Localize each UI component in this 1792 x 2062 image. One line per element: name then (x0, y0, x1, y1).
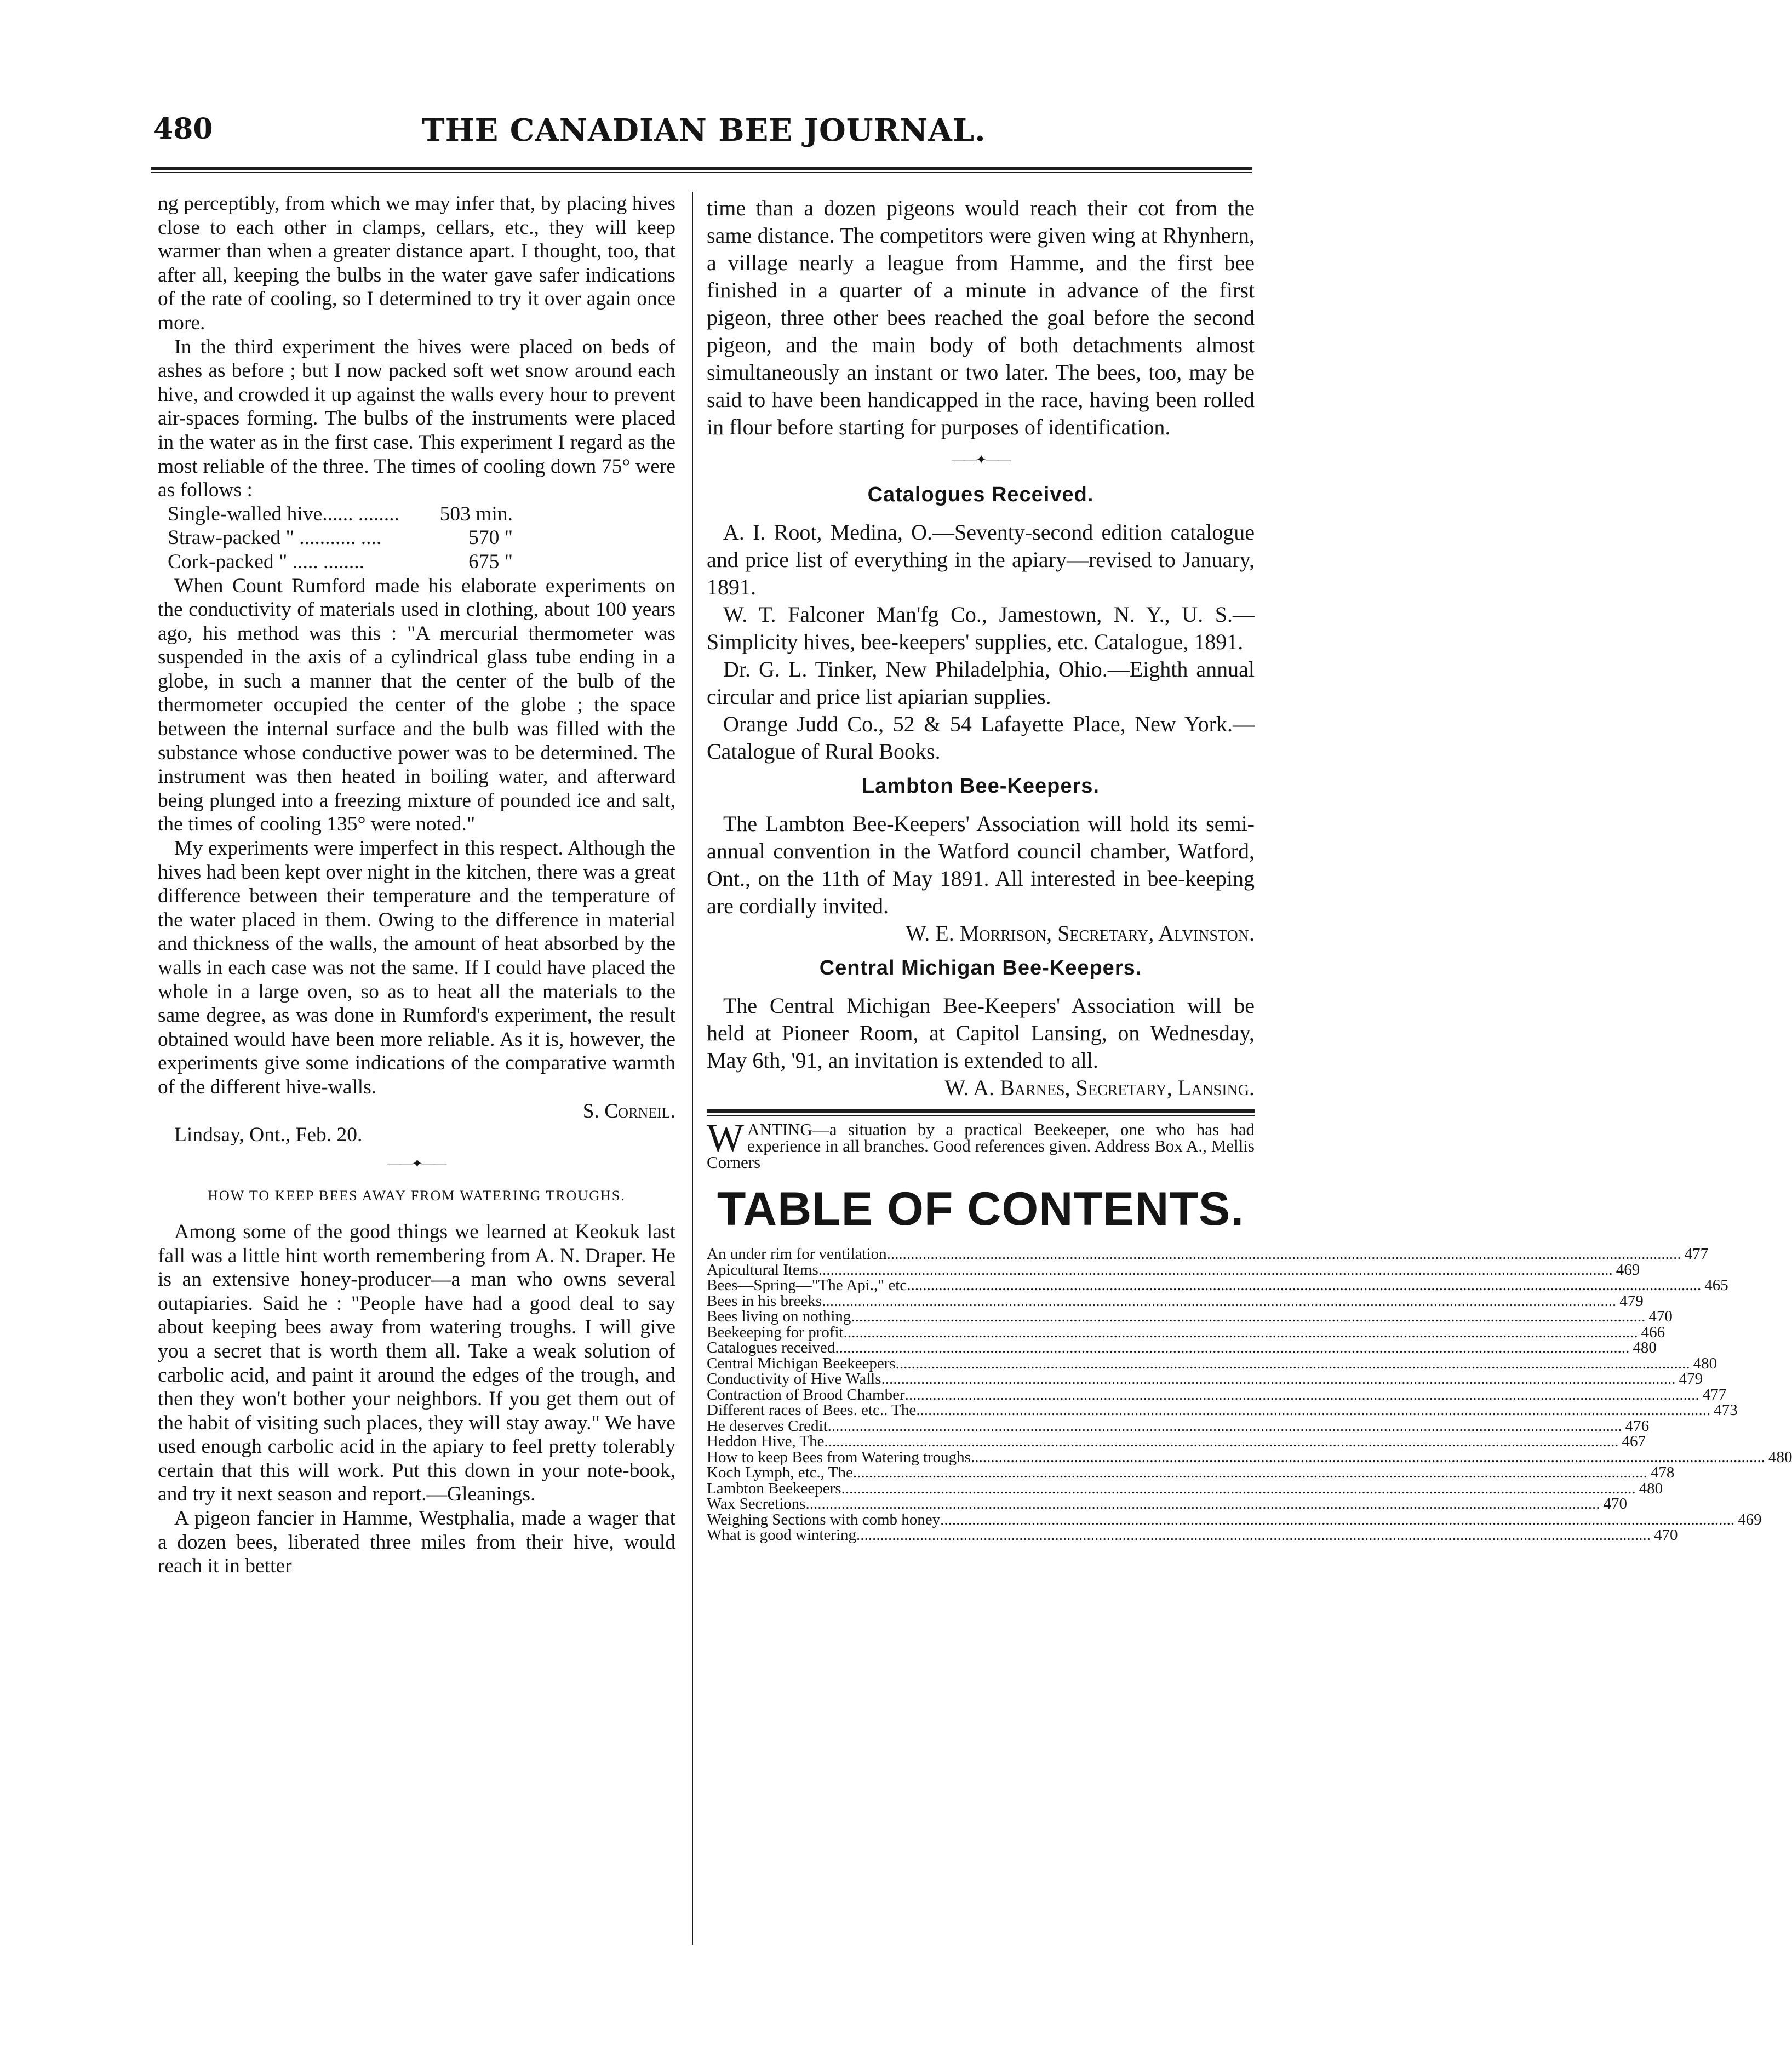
contents-entry (707, 1323, 1665, 1341)
contents-entry (707, 1510, 1762, 1528)
central-michigan-heading: Central Michigan Bee-Keepers. (819, 956, 1142, 980)
contents-page-number: 465 (1704, 1276, 1728, 1294)
section-ornament: ——✦—— (951, 453, 1010, 467)
contents-leader-dots: ........................................................................................................................................................................................................ (940, 1510, 1735, 1528)
paragraph: Among some of the good things we learned at Keokuk last fall was a little hint worth remembering from A. N. Draper. He is an extensive honey-producer—a man who owns several outapiaries. Said he : "People have had a good deal to say about keeping bees away from watering troughs. I will give you a secret that is worth them all. Take a weak solution of carbolic acid, and paint it around the edges of the trough, and then they won't bother your neighbors. If you get them out of the habit of visiting such places, they will stay away." We have used enough carbolic acid in the apiary to feel pretty tolerably certain that this will work. Put this down in your note-book, and try it next season and report.—Gleanings. (158, 1220, 675, 1506)
contents-leader-dots: ........................................................................................................................................................................................................ (907, 1276, 1702, 1294)
lambton-notice: The Lambton Bee-Keepers' Association will hold its semi-annual convention in the Watford council chamber, Watford, Ont., on the 11th of May 1891. All interested in bee-keeping are cordially invited. (707, 811, 1255, 918)
contents-page-number: 469 (1616, 1261, 1640, 1279)
lambton-signature: W. E. Morrison, Secretary, Alvinston. (906, 921, 1255, 946)
contents-label: What is good wintering (707, 1526, 857, 1544)
contents-leader-dots: ........................................................................................................................................................................................................ (822, 1292, 1617, 1310)
contents-entry (707, 1308, 1673, 1325)
contents-list (707, 1245, 1792, 1544)
section-rule-thin (707, 1115, 1255, 1116)
contents-leader-dots: ........................................................................................................................................................................................................ (916, 1401, 1711, 1419)
contents-entry (707, 1261, 1640, 1279)
contents-page-number: 480 (1639, 1479, 1663, 1497)
contents-leader-dots: ........................................................................................................................................................................................................ (856, 1526, 1651, 1544)
signature: S. Corneil. (582, 1099, 675, 1122)
contents-entry (707, 1464, 1675, 1481)
measurement-label: Straw-packed " ........... .... (168, 526, 382, 549)
contents-leader-dots: ........................................................................................................................................................................................................ (895, 1354, 1690, 1372)
contents-entry (707, 1276, 1728, 1294)
contents-entry (707, 1354, 1717, 1372)
contents-entry (707, 1292, 1644, 1310)
section-ornament: ——✦—— (387, 1156, 446, 1171)
ad-drop-cap: W (707, 1116, 744, 1160)
measurement-value: 503 min. (439, 502, 513, 525)
contents-label: Bees living on nothing (707, 1308, 851, 1325)
contents-leader-dots: ........................................................................................................................................................................................................ (843, 1323, 1638, 1341)
contents-label: Heddon Hive, The (707, 1433, 825, 1450)
lambton-heading: Lambton Bee-Keepers. (862, 775, 1100, 798)
contents-page-number: 479 (1619, 1292, 1644, 1310)
paragraph: In the third experiment the hives were placed on beds of ashes as before ; but I now packed soft wet snow around each hive, and crowded it up against the walls every hour to prevent air-spaces forming. The bulbs of the instruments were placed in the water as in the first case. This experiment I regard as the most reliable of the three. The times of cooling down 75° were as follows : (158, 335, 675, 502)
paragraph: When Count Rumford made his elaborate experiments on the conductivity of materials used in clothing, about 100 years ago, his method was this : "A mercurial thermometer was suspended in the axis of a cylindrical glass tube ending in a globe, in such a manner that the center of the bulb of the thermometer occupied the center of the globe ; the space between the internal surface and the bulb was filled with the substance whose conductive power was to be determined. The instrument was then heated in boiling water, and afterward being plunged into a freezing mixture of pounded ice and salt, the times of cooling 135° were noted." (158, 574, 675, 836)
contents-page-number: 467 (1622, 1433, 1646, 1450)
paragraph: ng perceptibly, from which we may infer that, by placing hives close to each other in clamps, cellars, etc., they will keep warmer than when a greater distance apart. I thought, too, that after all, keeping the bulbs in the water gave safer indications of the rate of cooling, so I determined to try it over again once more. (158, 192, 675, 334)
contents-page-number: 480 (1693, 1354, 1717, 1372)
contents-page-number: 480 (1633, 1339, 1657, 1356)
contents-entry (707, 1479, 1663, 1497)
measurement-label: Cork-packed " ..... ........ (168, 550, 364, 573)
article-heading: HOW TO KEEP BEES AWAY FROM WATERING TROUGHS. (208, 1188, 626, 1204)
contents-entry (707, 1339, 1657, 1356)
left-column (158, 192, 675, 1578)
contents-entry (707, 1385, 1727, 1404)
contents-entry (707, 1448, 1792, 1466)
right-column (707, 194, 1792, 1544)
measurement-row (168, 550, 513, 574)
contents-entry (707, 1245, 1709, 1263)
catalogues-heading: Catalogues Received. (867, 483, 1094, 506)
contents-entry (707, 1433, 1646, 1450)
contents-page-number: 477 (1702, 1385, 1727, 1404)
contents-label: Different races of Bees. etc.. The (707, 1401, 917, 1419)
contents-leader-dots: ........................................................................................................................................................................................................ (841, 1479, 1636, 1497)
dateline: Lindsay, Ont., Feb. 20. (174, 1124, 363, 1147)
contents-label: Weighing Sections with comb honey (707, 1510, 941, 1528)
header-rule-thin (151, 172, 1252, 173)
contents-label: Catalogues received (707, 1339, 835, 1356)
measurement-value: 675 " (468, 550, 513, 573)
contents-leader-dots: ........................................................................................................................................................................................................ (851, 1308, 1646, 1325)
contents-label: Lambton Beekeepers (707, 1479, 841, 1497)
measurement-row (168, 526, 513, 550)
contents-leader-dots: ........................................................................................................................................................................................................ (904, 1385, 1699, 1404)
page-number: 480 (153, 112, 213, 146)
journal-title: THE CANADIAN BEE JOURNAL. (422, 112, 986, 148)
contents-leader-dots: ........................................................................................................................................................................................................ (818, 1261, 1613, 1279)
contents-label: Bees—Spring—"The Api.," etc (707, 1276, 907, 1294)
contents-entry (707, 1526, 1678, 1544)
measurement-row (168, 502, 513, 526)
contents-page-number: 477 (1684, 1245, 1709, 1263)
contents-entry (707, 1417, 1650, 1435)
contents-leader-dots: ........................................................................................................................................................................................................ (852, 1464, 1647, 1481)
contents-page-number: 470 (1654, 1526, 1678, 1544)
contents-page-number: 469 (1738, 1510, 1762, 1528)
central-michigan-notice: The Central Michigan Bee-Keepers' Association will be held at Pioneer Room, at Capitol Lansing, on Wednesday, May 6th, '91, an invitation is extended to all. (707, 993, 1255, 1073)
contents-leader-dots: ........................................................................................................................................................................................................ (835, 1339, 1630, 1356)
catalogue-entry: W. T. Falconer Man'fg Co., Jamestown, N. Y., U. S.—Simplicity hives, bee-keepers' supplies, etc. Catalogue, 1891. (707, 602, 1255, 654)
catalogue-entry: A. I. Root, Medina, O.—Seventy-second edition catalogue and price list of everything in the apiary—revised to January, 1891. (707, 520, 1255, 599)
contents-leader-dots: ........................................................................................................................................................................................................ (881, 1370, 1676, 1388)
contents-title: TABLE OF CONTENTS. (717, 1183, 1245, 1235)
column-divider (692, 192, 693, 1945)
contents-label: How to keep Bees from Watering troughs (707, 1448, 971, 1466)
contents-label: Central Michigan Beekeepers (707, 1354, 896, 1372)
contents-leader-dots: ........................................................................................................................................................................................................ (970, 1448, 1765, 1466)
paragraph: A pigeon fancier in Hamme, Westphalia, made a wager that a dozen bees, liberated three miles from their hive, would reach it in better (158, 1507, 675, 1578)
contents-label: Conductivity of Hive Walls (707, 1370, 881, 1388)
contents-leader-dots: ........................................................................................................................................................................................................ (824, 1433, 1619, 1450)
measurement-value: 570 " (468, 526, 513, 549)
measurement-label: Single-walled hive...... ........ (168, 502, 399, 525)
paragraph: My experiments were imperfect in this respect. Although the hives had been kept over night in the kitchen, there was a great difference between their temperature and the temperature of the water placed in them. Owing to the difference in material and thickness of the walls, the amount of heat absorbed by the walls in each case was not the same. If I could have placed the whole in a large oven, so as to heat all the materials to the same degree, as was done in Rumford's experiment, the result obtained would have been more reliable. As it is, however, the experiments give some indications of the comparative warmth of the different hive-walls. (158, 837, 675, 1098)
section-rule (707, 1109, 1255, 1113)
contents-page-number: 476 (1625, 1417, 1650, 1435)
contents-label: Apicultural Items (707, 1261, 818, 1279)
ad-text: ANTING—a situation by a practical Beekeeper, one who has had experience in all branches. Good references given. Address Box A., Mellis Corners (707, 1120, 1255, 1172)
contents-leader-dots: ........................................................................................................................................................................................................ (827, 1417, 1622, 1435)
catalogue-entry: Orange Judd Co., 52 & 54 Lafayette Place, New York.—Catalogue of Rural Books. (707, 712, 1255, 764)
contents-label: Wax Secretions (707, 1495, 806, 1513)
contents-leader-dots: ........................................................................................................................................................................................................ (805, 1495, 1600, 1513)
contents-label: He deserves Credit (707, 1417, 828, 1435)
contents-page-number: 478 (1650, 1464, 1675, 1481)
contents-leader-dots: ........................................................................................................................................................................................................ (886, 1245, 1681, 1263)
contents-label: Bees in his breeks (707, 1292, 822, 1310)
wanted-ad (707, 1116, 1255, 1172)
header-rule (151, 167, 1252, 170)
contents-page-number: 479 (1679, 1370, 1703, 1388)
central-michigan-signature: W. A. Barnes, Secretary, Lansing. (944, 1075, 1255, 1100)
contents-page-number: 470 (1603, 1495, 1627, 1513)
contents-label: Beekeeping for profit (707, 1323, 844, 1341)
contents-page-number: 480 (1768, 1448, 1792, 1466)
contents-label: Contraction of Brood Chamber (707, 1385, 905, 1404)
contents-page-number: 470 (1648, 1308, 1673, 1325)
contents-entry (707, 1495, 1627, 1513)
catalogue-entry: Dr. G. L. Tinker, New Philadelphia, Ohio.—Eighth annual circular and price list apiarian supplies. (707, 657, 1255, 709)
page-header (153, 112, 1227, 162)
paragraph: time than a dozen pigeons would reach their cot from the same distance. The competitors were given wing at Rhynhern, a village nearly a league from Hamme, and the first bee finished in a quarter of a minute in advance of the first pigeon, three other bees reached the goal before the second pigeon, and the main body of both detachments almost simultaneously an instant or two later. The bees, too, may be said to have been handicapped in the race, having been rolled in flour before starting for purposes of identification. (707, 196, 1255, 439)
contents-page-number: 466 (1641, 1323, 1665, 1341)
contents-entry (707, 1401, 1738, 1419)
contents-label: An under rim for ventilation (707, 1245, 887, 1263)
contents-entry (707, 1370, 1703, 1388)
contents-label: Koch Lymph, etc., The (707, 1464, 853, 1481)
contents-page-number: 473 (1714, 1401, 1738, 1419)
